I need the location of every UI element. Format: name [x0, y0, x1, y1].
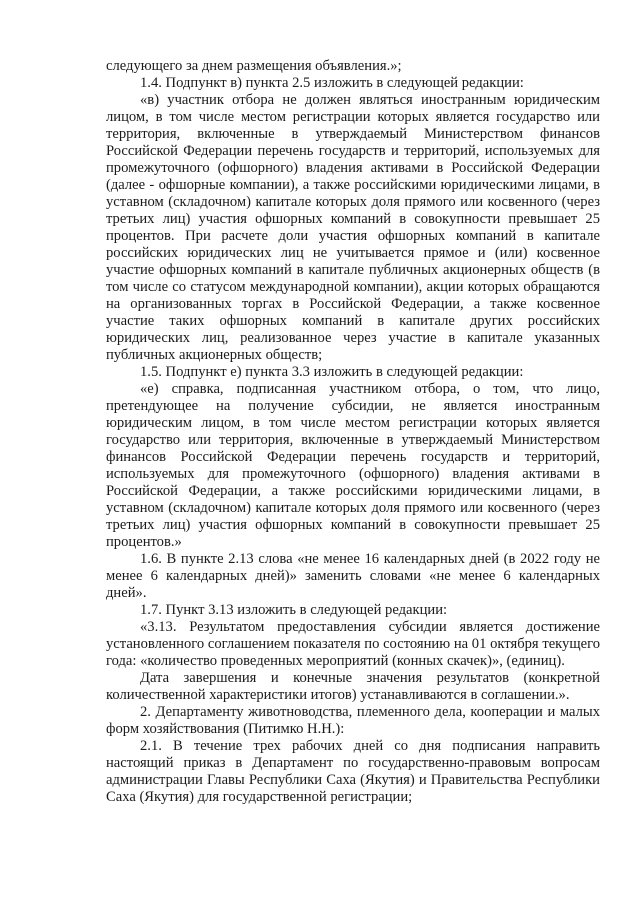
paragraph-1-6: 1.6. В пункте 2.13 слова «не менее 16 календарных дней (в 2022 году не менее 6 календарных дней)» заменить словами «не менее 6 календарных дней».: [106, 551, 600, 601]
paragraph-2-1: 2.1. В течение трех рабочих дней со дня подписания направить настоящий приказ в Департамент по государственно-правовым вопросам администрации Главы Республики Саха (Якутия) и Правительства Республики Саха (Якутия) для государственной регистрации;: [106, 738, 600, 805]
paragraph-3-13: «3.13. Результатом предоставления субсидии является достижение установленного соглашением показателя по состоянию на 01 октября текущего года: «количество проведенных мероприятий (конных скачек)», (единиц).: [106, 619, 600, 669]
paragraph-1-4-text: «в) участник отбора не должен являться иностранным юридическим лицом, в том числе местом регистрации которых является государство или территория, включенные в утверждаемый Министерством финансов Российской Федерации перечень государств и территорий, используемых для промежуточного (офшорного) владения активами в Российской Федерации (далее - офшорные компании), а также российскими юридическими лицами, в уставном (складочном) капитале которых доля прямого или косвенного (через третьих лиц) участия офшорных компаний в совокупности превышает 25 процентов. При расчете доли участия офшорных компаний в капитале российских юридических лиц не учитывается прямое и (или) косвенное участие офшорных компаний в капитале публичных акционерных обществ (в том числе со статусом международной компании), акции которых обращаются на организованных торгах в Российской Федерации, а также косвенное участие таких офшорных компаний в капитале других российских юридических лиц, реализованное через участие в капитале указанных публичных акционерных обществ;: [106, 92, 600, 363]
paragraph-2: 2. Департаменту животноводства, племенного дела, кооперации и малых форм хозяйствования (Питимко Н.Н.):: [106, 704, 600, 737]
paragraph-1-5: 1.5. Подпункт е) пункта 3.3 изложить в следующей редакции:: [140, 364, 524, 380]
document-page: [106, 58, 600, 806]
paragraph-continuation: следующего за днем размещения объявления.»;: [106, 58, 402, 74]
paragraph-results-date: Дата завершения и конечные значения результатов (конкретной количественной характеристики итогов) устанавливаются в соглашении.».: [106, 670, 600, 703]
paragraph-1-7: 1.7. Пункт 3.13 изложить в следующей редакции:: [140, 602, 448, 618]
paragraph-1-4: 1.4. Подпункт в) пункта 2.5 изложить в следующей редакции:: [140, 75, 524, 91]
paragraph-1-5-text: «е) справка, подписанная участником отбора, о том, что лицо, претендующее на получение субсидии, не является иностранным юридическим лицом, в том числе местом регистрации которых является государство или территория, включенные в утверждаемый Министерством финансов Российской Федерации перечень государств и территорий, используемых для промежуточного (офшорного) владения активами в Российской Федерации, а также российскими юридическими лицами, в уставном (складочном) капитале которых доля прямого или косвенного (через третьих лиц) участия офшорных компаний в совокупности превышает 25 процентов.»: [106, 381, 600, 550]
